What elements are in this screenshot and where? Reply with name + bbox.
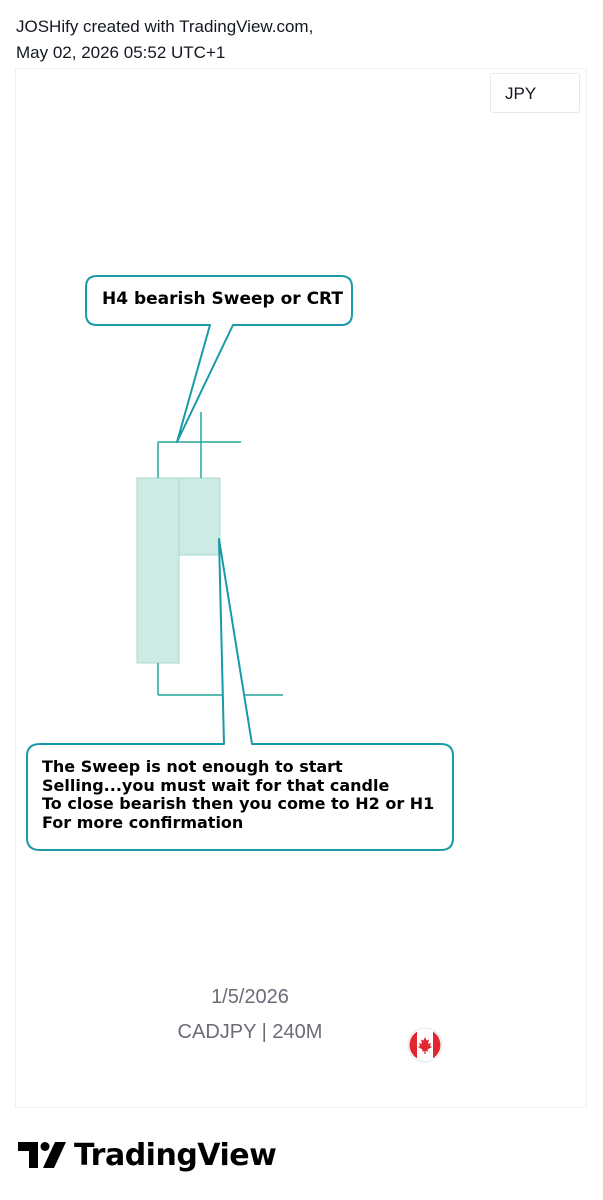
candle-1-body xyxy=(137,478,179,663)
chart-date: 1/5/2026 xyxy=(211,986,289,1008)
callout-bottom-text: The Sweep is not enough to start Selling...you must wait for that candle To close bearish then you come to H2 or H1 For more confirmation xyxy=(42,757,435,832)
brand-logo[interactable] xyxy=(18,1135,276,1175)
callout-top-text: H4 bearish Sweep or CRT xyxy=(102,289,343,309)
header-author-line: JOSHify created with TradingView.com, xyxy=(16,17,314,36)
chart-symbol: CADJPY | 240M xyxy=(177,1021,323,1043)
tradingview-logo-icon xyxy=(18,1141,68,1169)
header-timestamp-line: May 02, 2026 05:52 UTC+1 xyxy=(16,43,226,62)
currency-badge[interactable]: JPY xyxy=(490,73,580,113)
brand-name: TradingView xyxy=(74,1137,277,1173)
candle-2-body xyxy=(179,478,220,555)
